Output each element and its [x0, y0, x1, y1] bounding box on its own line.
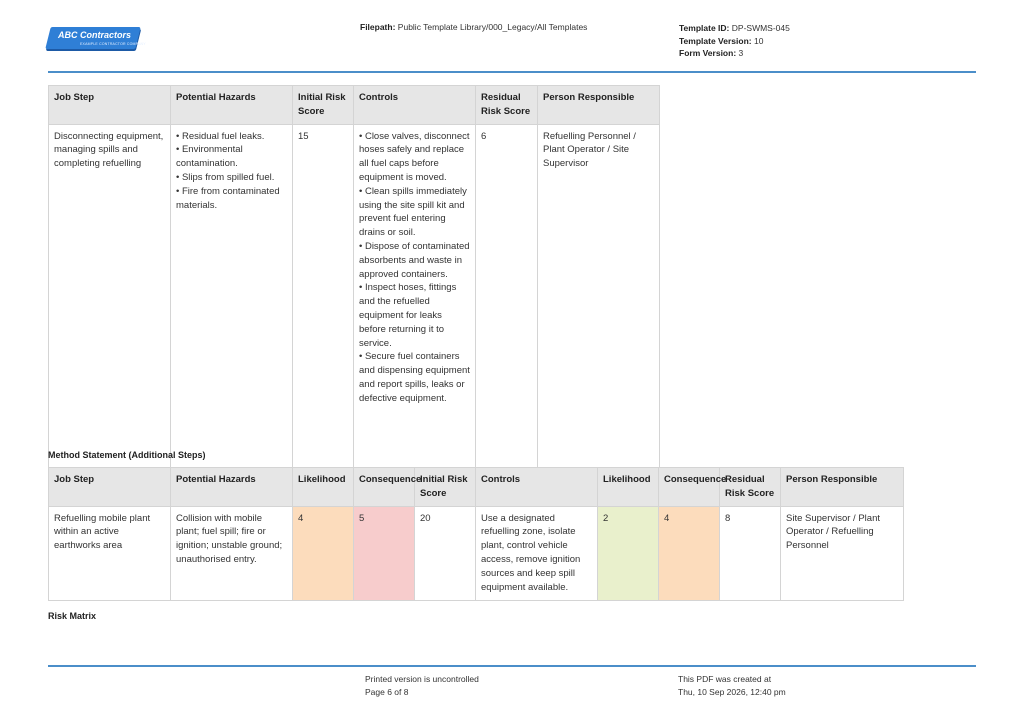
control-item: • Inspect hoses, fittings and the refuelled equipment for leaks before returning it to service.: [359, 282, 457, 349]
footer-left: [365, 673, 479, 699]
col-likelihood-residual: Likelihood: [598, 468, 659, 507]
job-step-cell: Refuelling mobile plant within an active earthworks area: [49, 506, 171, 600]
initial-risk-cell: 15: [293, 124, 354, 478]
created-label: This PDF was created at: [678, 674, 772, 684]
template-id-line: [679, 22, 790, 35]
footer-right: [678, 673, 786, 699]
controls-cell: Use a designated refuelling zone, isolate plant, control vehicle access, remove ignition sources and keep spill equipment available.: [476, 506, 598, 600]
template-id-value: DP-SWMS-045: [731, 23, 790, 33]
hazards-cell: Collision with mobile plant; fuel spill; fire or ignition; unstable ground; unauthorised entry.: [171, 506, 293, 600]
table-header-row: [49, 86, 660, 125]
col-controls: Controls: [476, 468, 598, 507]
logo-text: ABC Contractors: [58, 30, 132, 40]
residual-risk-cell: 8: [720, 506, 781, 600]
person-responsible-cell: Site Supervisor / Plant Operator / Refuelling Personnel: [781, 506, 904, 600]
created-date: Thu, 10 Sep 2026, 12:40 pm: [678, 687, 786, 697]
likelihood-initial-cell: 4: [293, 506, 354, 600]
residual-risk-cell: 6: [476, 124, 538, 478]
controls-cell: [354, 124, 476, 478]
form-version-label: Form Version:: [679, 48, 737, 58]
hazard-item: • Slips from spilled fuel.: [176, 171, 275, 183]
hazard-item: • Environmental contamination.: [176, 144, 243, 170]
filepath-label: Filepath:: [360, 22, 396, 32]
col-job-step: Job Step: [49, 86, 171, 125]
method-statement-title: Method Statement (Additional Steps): [48, 450, 206, 460]
form-version-value: 3: [738, 48, 744, 58]
table-row: [49, 124, 660, 478]
col-potential-hazards: Potential Hazards: [171, 86, 293, 125]
method-statement-table: [48, 467, 904, 601]
col-initial-risk-score: Initial Risk Score: [293, 86, 354, 125]
control-item: • Dispose of contaminated absorbents and waste in approved containers.: [359, 240, 470, 280]
col-job-step: Job Step: [49, 468, 171, 507]
hazard-item: • Residual fuel leaks.: [176, 130, 265, 142]
control-item: • Close valves, disconnect hoses safely and replace all fuel caps before equipment is moved.: [359, 130, 470, 183]
logo-subtext: EXAMPLE CONTRACTOR COMPANY: [80, 42, 146, 46]
col-person-responsible: Person Responsible: [781, 468, 904, 507]
col-potential-hazards: Potential Hazards: [171, 468, 293, 507]
col-person-responsible: Person Responsible: [538, 86, 660, 125]
header-rule: [48, 71, 976, 73]
initial-risk-cell: 20: [415, 506, 476, 600]
control-item: • Clean spills immediately using the site spill kit and prevent fuel entering drains or soil.: [359, 185, 467, 239]
footer-rule: [48, 665, 976, 667]
job-step-cell: Disconnecting equipment, managing spills and completing refuelling: [49, 124, 171, 478]
col-residual-risk-score: Residual Risk Score: [476, 86, 538, 125]
company-logo: [48, 27, 146, 51]
uncontrolled-note: Printed version is uncontrolled: [365, 674, 479, 684]
template-version-label: Template Version:: [679, 35, 752, 46]
col-consequence-residual: Consequence: [659, 468, 720, 507]
person-responsible-cell: Refuelling Personnel / Plant Operator / Site Supervisor: [538, 124, 660, 478]
hazard-item: • Fire from contaminated materials.: [176, 185, 280, 211]
page-number: Page 6 of 8: [365, 687, 409, 697]
job-steps-table: [48, 85, 660, 479]
hazards-cell: [171, 124, 293, 478]
form-version-line: [679, 47, 790, 60]
risk-matrix-title: Risk Matrix: [48, 611, 97, 621]
col-consequence-initial: Consequence: [354, 468, 415, 507]
control-item: • Secure fuel containers and dispensing equipment and report spills, leaks or defective equipment.: [359, 351, 470, 404]
table-header-row: [49, 468, 904, 507]
likelihood-residual-cell: 2: [598, 506, 659, 600]
col-controls: Controls: [354, 86, 476, 125]
filepath-value: Public Template Library/000_Legacy/All Templates: [397, 22, 588, 32]
consequence-initial-cell: 5: [354, 506, 415, 600]
filepath: [360, 22, 587, 32]
consequence-residual-cell: 4: [659, 506, 720, 600]
col-residual-risk-score: Residual Risk Score: [720, 468, 781, 507]
template-version-value: 10: [753, 35, 764, 46]
template-version-line: [679, 35, 790, 48]
col-initial-risk-score: Initial Risk Score: [415, 468, 476, 507]
col-likelihood-initial: Likelihood: [293, 468, 354, 507]
table-row: [49, 506, 904, 600]
template-meta: [679, 22, 790, 60]
template-id-label: Template ID:: [679, 23, 730, 33]
